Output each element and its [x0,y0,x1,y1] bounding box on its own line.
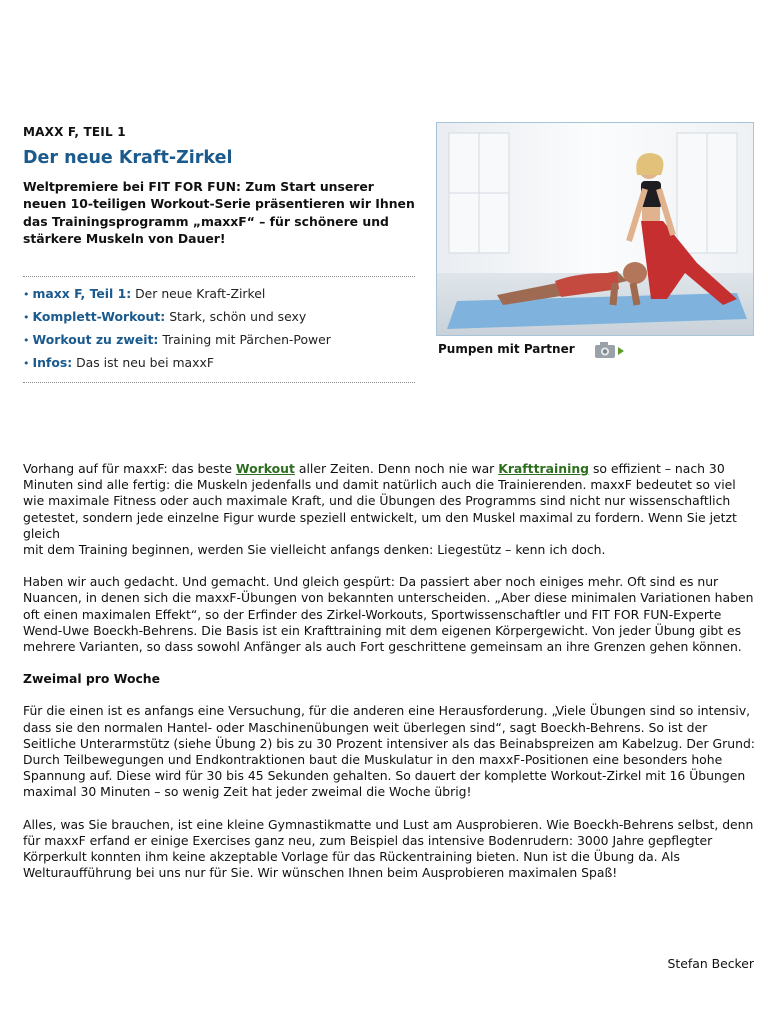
teaser-list [23,285,423,377]
photo-illustration [437,123,753,335]
article-kicker: MAXX F, TEIL 1 [23,125,126,139]
paragraph: Haben wir auch gedacht. Und gemacht. Und gleich gespürt: Da passiert aber noch einiges mehr. Oft sind es nur Nuancen, in denen sich die maxxF-Übungen von bekannten unterscheiden. „Aber diese minimalen Variationen haben oft einen maximalen Effekt“, so der Erfinder des Zirkel-Workouts, Sportwissenschaftler und FIT FOR FUN-Experte Wend-Uwe Boeckh-Behrens. Die Basis ist ein Krafttraining mit dem eigenen Körpergewicht. Von jeder Übung gibt es mehrere Varianten, so dass sowohl Anfänger als auch Fort geschrittene gemeinsam an ihre Grenzen gehen können. [23,574,754,655]
teaser-label[interactable]: Komplett-Workout: [32,309,166,324]
bullet-icon: • [23,288,30,301]
link-workout[interactable]: Workout [235,461,295,476]
paragraph [23,461,758,558]
subheading: Zweimal pro Woche [23,671,161,687]
teaser-label[interactable]: maxx F, Teil 1: [32,286,132,301]
paragraph-text: aller Zeiten. Denn noch nie war [294,461,499,476]
teaser-label[interactable]: Infos: [32,355,73,370]
paragraph-text: mit dem Training beginnen, werden Sie vielleicht anfangs denken: Liegestütz – kenn ich doch. [23,542,606,558]
teaser-item[interactable] [23,354,423,377]
paragraph-text: so effizient – nach 30 Minuten sind alle fertig: die Muskeln jedenfalls und damit natürlich auch die Trainierenden. maxxF bedeutet so viel wie maximale Fitness oder auch maximale Kraft, und die Übungen des Programms sind nicht nur wissenschaftlich getestet, sondern jede einzelne Figur wurde speziell entwickelt, um den Muskel maximal zu fordern. Wenn Sie jetzt gleich [23,461,737,541]
photo-caption: Pumpen mit Partner [438,342,575,356]
article-lead: Weltpremiere bei FIT FOR FUN: Zum Start unserer neuen 10-teiligen Workout-Serie präsentieren wir Ihnen das Trainingsprogramm „maxxF“ – für schönere und stärkere Muskeln von Dauer! [23,179,415,246]
teaser-item[interactable] [23,285,423,308]
teaser-text[interactable]: Der neue Kraft-Zirkel [135,286,266,301]
teaser-item[interactable] [23,331,423,354]
paragraph: Für die einen ist es anfangs eine Versuchung, für die anderen eine Herausforderung. „Viele Übungen sind so intensiv, dass sie den normalen Hantel- oder Maschinenübungen weit überlegen sind“, sagt Boeckh-Behrens. So ist der Seitliche Unterarmstütz (siehe Übung 2) bis zu 30 Prozent intensiver als das Beinabspreizen am Kabelzug. Der Grund: Durch Teilbewegungen und Endkontraktionen baut die Muskulatur in den maxxF-Positionen eine besonders hohe Spannung auf. Diese wird für 30 bis 45 Sekunden gehalten. So dauert der komplette Workout-Zirkel mit 16 Übungen maximal 30 Minuten – so wenig Zeit hat jeder zweimal die Woche übrig! [23,703,755,800]
divider-bottom [23,382,415,383]
author-name: Stefan Becker [667,956,754,971]
teaser-item[interactable] [23,308,423,331]
bullet-icon: • [23,311,30,324]
teaser-text[interactable]: Stark, schön und sexy [169,309,307,324]
article-body [23,461,758,897]
camera-icon [594,341,626,359]
divider-top [23,276,415,277]
teaser-text[interactable]: Das ist neu bei maxxF [76,355,214,370]
teaser-label[interactable]: Workout zu zweit: [32,332,159,347]
article-photo[interactable] [436,122,754,336]
camera-gallery-button[interactable] [594,341,626,359]
play-arrow-icon [618,347,624,355]
bullet-icon: • [23,334,30,347]
article-headline: Der neue Kraft-Zirkel [23,148,233,168]
paragraph: Alles, was Sie brauchen, ist eine kleine Gymnastikmatte und Lust am Ausprobieren. Wie Boeckh-Behrens selbst, denn für maxxF erfand er einige Exercises ganz neu, zum Beispiel das intensive Bodenrudern: 3000 Jahre gepflegter Körperkult konnten ihm keine akzeptable Vorlage für das Rückentraining bieten. Nun ist die Übung da. Als Welturaufführung bei uns nur für Sie. Wir wünschen Ihnen beim Ausprobieren maximalen Spaß! [23,816,754,881]
bullet-icon: • [23,357,30,370]
link-krafttraining[interactable]: Krafttraining [498,461,590,476]
paragraph-text: Vorhang auf für maxxF: das beste [23,461,236,476]
teaser-text[interactable]: Training mit Pärchen-Power [162,332,331,347]
